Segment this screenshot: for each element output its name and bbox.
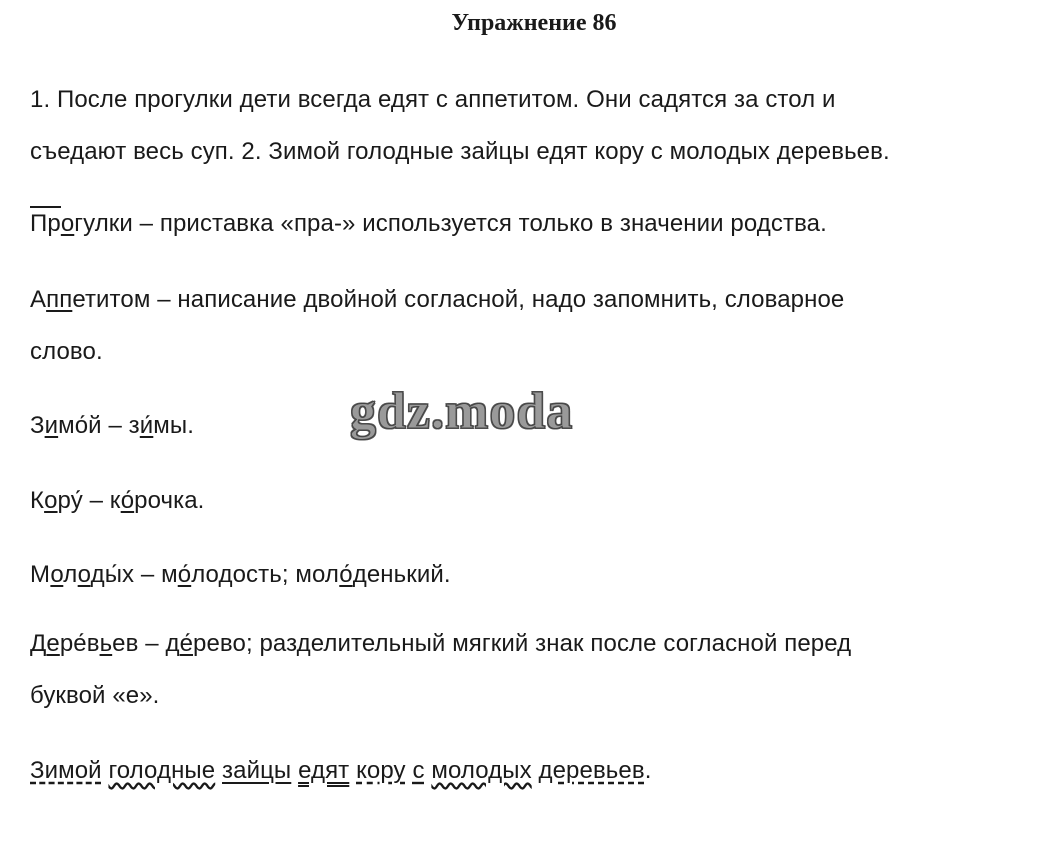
orthogram-letter: и [44,412,59,439]
word-part: М [30,561,51,588]
explanation-text: – написание двойной согласной, надо запомнить, словарное [150,286,845,313]
adverbial-word: Зимой [30,757,102,784]
analysis-koru [30,487,204,515]
orthogram-letter: е [46,630,60,657]
paragraph-line: 1. После прогулки дети всегда едят с аппетитом. Они садятся за стол и [30,86,836,113]
explanation-text: буквой «е». [30,682,160,709]
orthogram-letter: о [60,210,75,237]
orthogram-letter: о [77,561,91,588]
word-part: Пр [30,210,61,237]
orthogram-letter: о [44,487,58,514]
watermark-logo: gdz.moda [350,383,574,440]
word-part: рочка. [134,487,205,514]
analysis-appetitom [30,286,844,314]
explanation-text: слово. [30,338,103,365]
word-part: л [63,561,78,588]
orthogram-letter: о́ [339,561,353,588]
object-word: кору [356,757,406,784]
analysis-zimoy [30,412,194,440]
analysis-derevyev [30,630,851,658]
prefix-mark [30,206,61,208]
page-title: Упражнение 86 [451,10,617,36]
word-part: денький. [352,561,451,588]
subject-word: зайцы [222,757,292,784]
orthogram-letter: о́ [177,561,192,588]
preposition-word: с [412,757,425,784]
orthogram-letter: е́ [179,630,194,657]
analysis-molodykh [30,561,451,589]
word-part: ды́х – м [90,561,178,588]
word-part: А [30,286,47,313]
orthogram-letter: о [50,561,64,588]
orthogram-letter: и́ [139,412,154,439]
word-part: гулки [74,210,133,237]
orthogram-letter: ь [99,630,113,657]
word-part: ев – д [112,630,180,657]
word-part: етитом [72,286,151,313]
word-part: лодость; мол [191,561,340,588]
sentence-end: . [644,757,652,784]
orthogram-letter: пп [46,286,73,313]
adverbial-word: деревьев [538,757,645,784]
explanation-text: рево; разделительный мягкий знак после согласной перед [193,630,852,657]
paragraph-line: съедают весь суп. 2. Зимой голодные зайцы едят кору с молодых деревьев. [30,138,890,165]
orthogram-letter: о́ [120,487,135,514]
analysis-progulki [30,210,827,238]
word-part: мы. [153,412,195,439]
word-part: мо́й – з [58,412,140,439]
explanation-text: – приставка «пра-» используется только в значении родства. [132,210,827,237]
word-part: К [30,487,45,514]
attribute-word: голодные [108,757,216,784]
word-part: З [30,412,45,439]
attribute-word: молодых [431,757,532,784]
word-part: ре́в [59,630,100,657]
predicate-word: едят [298,757,350,784]
parsed-sentence [30,757,651,785]
word-part: Д [30,630,47,657]
word-part: ру́ – к [57,487,121,514]
